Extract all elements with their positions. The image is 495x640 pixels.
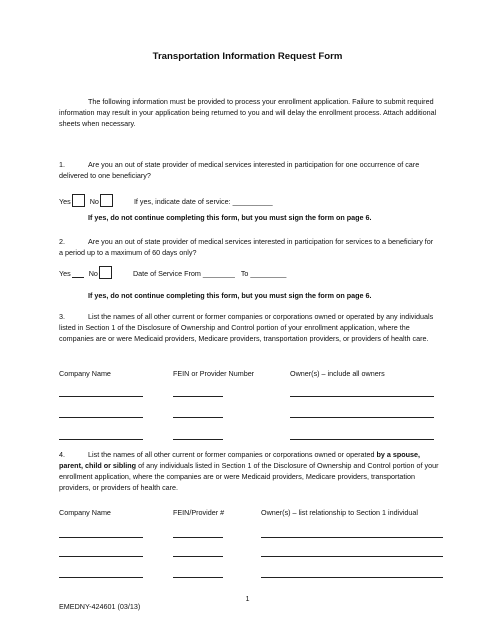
q2-yes-label: Yes	[59, 269, 71, 278]
intro-paragraph: The following information must be provided to process your enrollment application. Failure to submit required information may result in your application being returned to you and will delay the enrollment process. Attach additional sheets when necessary.	[59, 97, 437, 129]
q3-row1-owners-line[interactable]	[290, 396, 434, 397]
q1-no-checkbox[interactable]	[100, 194, 113, 207]
q3-row1-fein-line[interactable]	[173, 396, 223, 397]
form-title: Transportation Information Request Form	[152, 51, 343, 62]
question-3-text: List the names of all other current or former companies or corporations owned or operated by any individuals listed in Section 1 of the Disclosure of Ownership and Control portion of your enrollment application, where the companies are or were Medicaid providers, Medicare providers, transportation providers, or providers of health care.	[59, 312, 434, 344]
question-4-text-b: of any individuals listed in Section 1 of the Disclosure of Ownership and Control portion of your enrollment application, where the companies are or were Medicaid providers, Medicare providers, transportation providers, or providers of health care.	[59, 461, 439, 493]
q2-no-label: No	[88, 269, 98, 278]
question-1	[59, 159, 439, 181]
q1-warning: If yes, do not continue completing this form, but you must sign the form on page 6.	[88, 213, 372, 222]
question-1-answer-row	[59, 194, 273, 207]
q3-row1-company-line[interactable]	[59, 396, 143, 397]
q4-row2-fein-line[interactable]	[173, 556, 223, 557]
q2-to-label: To	[240, 269, 249, 278]
q4-row1-fein-line[interactable]	[173, 537, 223, 538]
q4-row1-company-line[interactable]	[59, 537, 143, 538]
question-1-text: Are you an out of state provider of medical services interested in participation for one occurrence of care delivered to one beneficiary?	[59, 160, 420, 181]
q4-header-owners: Owner(s) – list relationship to Section 1 individual	[261, 508, 419, 517]
q4-header-company: Company Name	[59, 508, 111, 517]
q2-yes-blank[interactable]	[72, 268, 84, 278]
q4-row3-owners-line[interactable]	[261, 577, 443, 578]
q2-no-checkbox[interactable]	[99, 266, 112, 279]
q3-header-fein: FEIN or Provider Number	[173, 369, 255, 378]
question-2-answer-row	[59, 266, 286, 279]
q1-date-field[interactable]: __________	[232, 197, 273, 206]
q2-from-field[interactable]: ________	[202, 269, 235, 278]
q3-header-company: Company Name	[59, 369, 111, 378]
q2-from-label: Date of Service From	[132, 269, 201, 278]
q4-row2-company-line[interactable]	[59, 556, 143, 557]
question-4	[59, 449, 439, 494]
q4-row3-company-line[interactable]	[59, 577, 143, 578]
question-2	[59, 236, 439, 258]
question-4-text-a: List the names of all other current or former companies or corporations owned or operated	[88, 450, 377, 459]
q1-no-label: No	[89, 197, 99, 206]
question-1-number: 1.	[59, 160, 65, 169]
question-2-number: 2.	[59, 237, 65, 246]
q3-row2-company-line[interactable]	[59, 417, 143, 418]
q2-to-field[interactable]: _________	[250, 269, 287, 278]
question-3-number: 3.	[59, 312, 65, 321]
question-3	[59, 311, 439, 344]
q1-date-label: If yes, indicate date of service:	[133, 197, 231, 206]
form-id: EMEDNY-424601 (03/13)	[59, 602, 141, 611]
q1-yes-checkbox[interactable]	[72, 194, 85, 207]
q2-warning: If yes, do not continue completing this form, but you must sign the form on page 6.	[88, 291, 372, 300]
question-4-text-bold: by a spouse, parent, child or sibling	[59, 450, 420, 471]
page-number: 1	[245, 594, 250, 603]
q3-row3-owners-line[interactable]	[290, 439, 434, 440]
q4-row1-owners-line[interactable]	[261, 537, 443, 538]
q1-yes-label: Yes	[59, 197, 71, 206]
q3-row3-company-line[interactable]	[59, 439, 143, 440]
question-4-number: 4.	[59, 450, 65, 459]
q3-row2-owners-line[interactable]	[290, 417, 434, 418]
q4-row3-fein-line[interactable]	[173, 577, 223, 578]
q4-row2-owners-line[interactable]	[261, 556, 443, 557]
q3-header-owners: Owner(s) – include all owners	[290, 369, 385, 378]
q3-row3-fein-line[interactable]	[173, 439, 223, 440]
question-2-text: Are you an out of state provider of medical services interested in participation for services to a beneficiary for a period up to a maximum of 60 days only?	[59, 237, 434, 258]
q4-header-fein: FEIN/Provider #	[173, 508, 225, 517]
q3-row2-fein-line[interactable]	[173, 417, 223, 418]
